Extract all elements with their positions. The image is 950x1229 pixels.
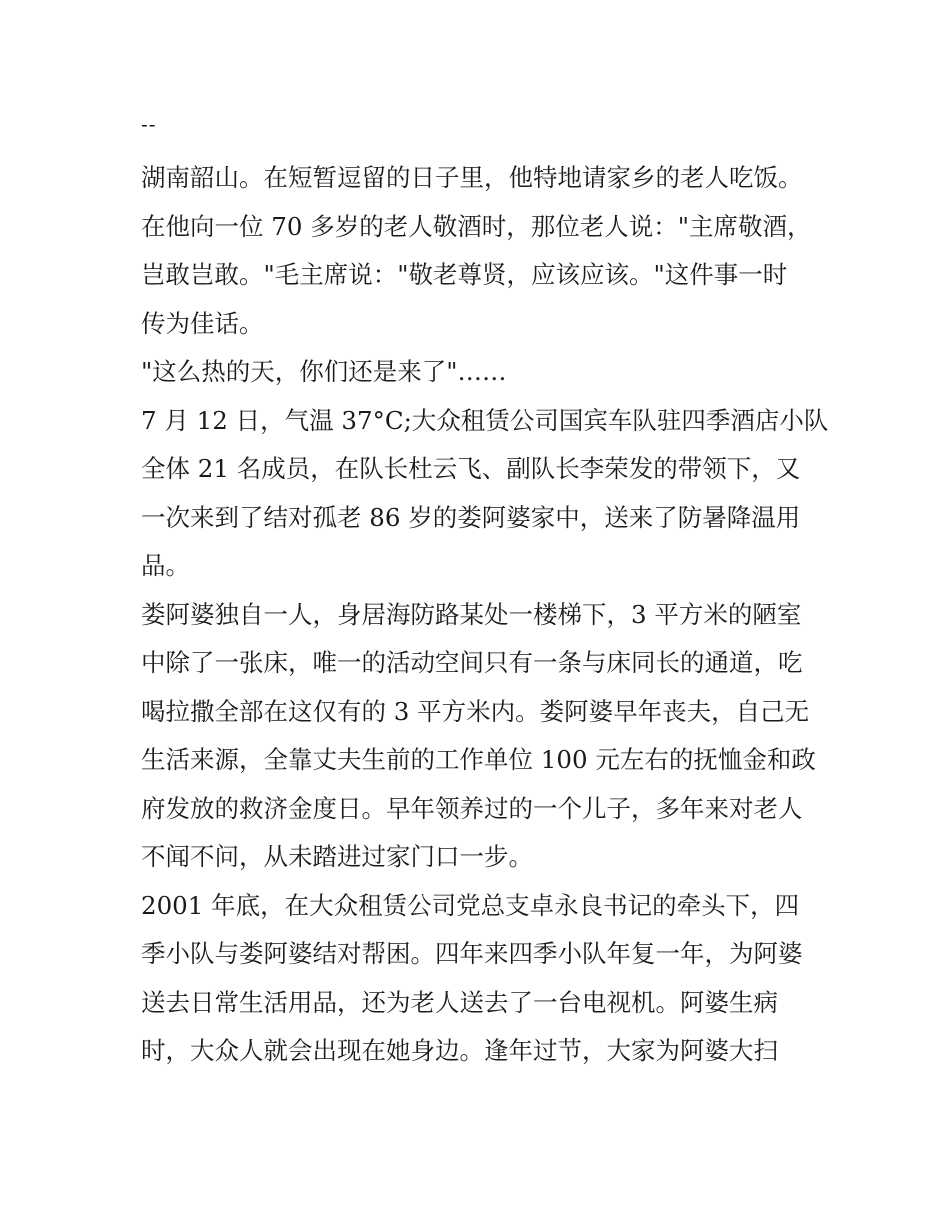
text-line: 传为佳话。 [141,308,264,338]
text-line: 季小队与娄阿婆结对帮困。四年来四季小队年复一年，为阿婆 [141,939,803,968]
text-line: 7 月 12 日，气温 37°C;大众租赁公司国宾车队驻四季酒店小队 [141,405,829,435]
text-line: "这么热的天，你们还是来了"…… [141,357,507,386]
text-line: 府发放的救济金度日。早年领养过的一个儿子，多年来对老人 [141,793,803,823]
text-line: 全体 21 名成员，在队长杜云飞、副队长李荣发的带领下，又 [141,454,801,483]
text-line: 一次来到了结对孤老 86 岁的娄阿婆家中，送来了防暑降温用 [141,502,801,532]
text-line: 湖南韶山。在短暂逗留的日子里，他特地请家乡的老人吃饭。 [141,163,803,192]
text-line: 喝拉撒全部在这仅有的 3 平方米内。娄阿婆早年丧夫，自己无 [141,696,810,726]
page-marker: -- [141,112,157,136]
text-line: 生活来源，全靠丈夫生前的工作单位 100 元左右的抚恤金和政 [141,745,816,774]
body-text [141,154,829,1076]
text-line: 品。 [141,551,190,580]
text-line: 不闻不问，从未踏进过家门口一步。 [141,842,533,871]
text-line: 娄阿婆独自一人，身居海防路某处一楼梯下，3 平方米的陋室 [141,599,802,629]
text-line: 时，大众人就会出现在她身边。逢年过节，大家为阿婆大扫 [141,1036,778,1065]
text-line: 2001 年底，在大众租赁公司党总支卓永良书记的牵头下，四 [141,890,800,920]
text-line: 中除了一张床，唯一的活动空间只有一条与床同长的通道，吃 [141,648,803,677]
text-line: 在他向一位 70 多岁的老人敬酒时，那位老人说："主席敬酒， [141,211,812,241]
text-line: 送去日常生活用品，还为老人送去了一台电视机。阿婆生病 [141,987,778,1017]
text-line: 岂敢岂敢。"毛主席说："敬老尊贤，应该应该。"这件事一时 [141,260,788,289]
